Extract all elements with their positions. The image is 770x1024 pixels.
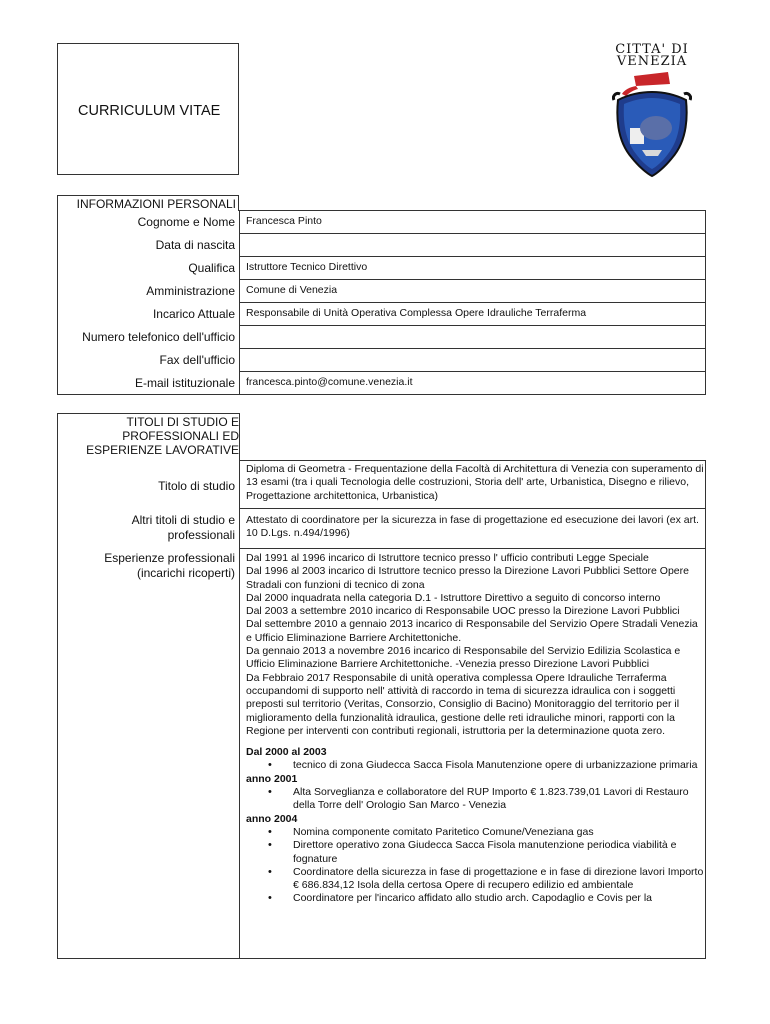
personal-info-table (57, 195, 706, 395)
value-cognome-nome: Francesca Pinto (246, 215, 322, 227)
list-item: • Direttore operativo zona Giudecca Sacca Fisola manutenzione periodica viabilità e fognature (246, 839, 704, 866)
label-titolo-studio: Titolo di studio (158, 479, 235, 493)
esp-paragraph: Dal 1996 al 2003 incarico di Istruttore tecnico presso la Direzione Lavori Pubblici Settore Opere Stradali con funzioni di tecnico di zona (246, 565, 689, 591)
logo-line2: VENEZIA (616, 54, 688, 69)
esp-paragraph: Dal settembre 2010 a gennaio 2013 incarico di Responsabile del Servizio Opere Stradali Venezia e Ufficio Eliminazione Barriere Architettoniche. (246, 618, 698, 644)
row-telefono (57, 326, 706, 349)
row-data-nascita (57, 234, 706, 257)
logo-line1: CITTA' DI (615, 42, 689, 57)
esp-paragraph: Da gennaio 2013 a novembre 2016 incarico di Responsabile del Servizio Edilizia Scolastica e Ufficio Eliminazione Barriere Architettoniche. -Venezia presso Direzione Lavori Pubblici (246, 645, 681, 671)
row-qualifica (57, 257, 706, 280)
label-fax: Fax dell'ufficio (159, 353, 235, 367)
titoli-title-line2: PROFESSIONALI ED (122, 429, 239, 443)
row-cognome-nome (57, 211, 706, 234)
esp-label-line1: Esperienze professionali (104, 551, 235, 565)
list-item: • Coordinatore della sicurezza in fase di progettazione e in fase di direzione lavori Importo € 686.834,12 Isola della certosa Opere di recupero edilizio ed ambientale (246, 866, 704, 893)
esp-paragraph: Da Febbraio 2017 Responsabile di unità operativa complessa Opere Idrauliche Terraferma occupandomi di supporto nell' attività di raccordo in tema di sicurezza idraulica con i soggetti preposti sul territorio (Veritas, Consorzio, Consiglio di Bacino) Monitoraggio del territorio per il miglioramento della funzionalità idraulica, gestione delle reti idrauliche minori, rapporti con la Regione per interventi con contributi regionali, istruttoria per la determinazione quota zero. (246, 671, 680, 737)
value-altri-titoli: Attestato di coordinatore per la sicurezza in fase di progettazione ed esecuzione dei lavori (ex art. 10 D.Lgs. n.494/1996) (246, 514, 699, 540)
venezia-coat-of-arms-icon (612, 70, 692, 178)
year-heading: Dal 2000 al 2003 (246, 746, 327, 759)
row-fax (57, 349, 706, 372)
list-item: • Nomina componente comitato Paritetico Comune/Veneziana gas (246, 826, 704, 839)
titoli-table (57, 413, 706, 959)
label-telefono: Numero telefonico dell'ufficio (82, 330, 235, 344)
value-esperienze (246, 552, 704, 906)
altri-label-line1: Altri titoli di studio e (131, 513, 235, 527)
value-incarico-attuale: Responsabile di Unità Operativa Complessa Opere Idrauliche Terraferma (246, 307, 587, 319)
row-amministrazione (57, 280, 706, 303)
label-qualifica: Qualifica (188, 261, 235, 275)
esp-paragraph: Dal 1991 al 1996 incarico di Istruttore tecnico presso l' ufficio contributi Legge Speciale (246, 552, 649, 564)
year-heading: anno 2004 (246, 812, 298, 825)
label-altri-titoli (132, 513, 235, 543)
value-titolo-studio: Diploma di Geometra - Frequentazione della Facoltà di Architettura di Venezia con superamento di 13 esami (tra i quali Tecnologia delle costruzioni, Storia dell' arte, Urbanistica, Disegno e rilievo, Progettazione architettonica, Urbanistica) (246, 463, 704, 502)
esp-paragraph: Dal 2000 inquadrata nella categoria D.1 - Istruttore Direttivo a seguito di concorso interno (246, 591, 661, 604)
year-heading: anno 2001 (246, 772, 298, 785)
personal-section-title: INFORMAZIONI PERSONALI (76, 197, 236, 211)
cv-title: CURRICULUM VITAE (78, 103, 221, 119)
label-esperienze (104, 551, 235, 581)
value-qualifica: Istruttore Tecnico Direttivo (246, 261, 368, 273)
label-email: E-mail istituzionale (134, 376, 235, 390)
label-data-nascita: Data di nascita (155, 238, 235, 252)
cv-title-box (57, 43, 239, 175)
personal-section-header (57, 195, 239, 211)
titoli-section-title (86, 415, 239, 457)
label-amministrazione: Amministrazione (146, 284, 235, 298)
value-amministrazione: Comune di Venezia (246, 284, 338, 296)
label-incarico-attuale: Incarico Attuale (152, 307, 235, 321)
value-email: francesca.pinto@comune.venezia.it (246, 376, 413, 388)
titoli-title-line1: TITOLI DI STUDIO E (126, 415, 239, 429)
list-item: • Alta Sorveglianza e collaboratore del RUP Importo € 1.823.739,01 Lavori di Restauro della Torre dell' Orologio San Marco - Venezia (246, 786, 704, 813)
esp-paragraph: Dal 2003 a settembre 2010 incarico di Responsabile UOC presso la Direzione Lavori Pubblici (246, 605, 680, 618)
row-email (57, 372, 706, 395)
city-logo-text (600, 44, 704, 68)
row-incarico-attuale (57, 303, 706, 326)
label-cognome-nome: Cognome e Nome (137, 215, 235, 229)
titoli-title-line3: ESPERIENZE LAVORATIVE (86, 443, 239, 457)
altri-label-line2: professionali (167, 528, 235, 542)
esp-label-line2: (incarichi ricoperti) (136, 566, 235, 580)
list-item: • Coordinatore per l'incarico affidato allo studio arch. Capodaglio e Covis per la (246, 892, 704, 905)
list-item: • tecnico di zona Giudecca Sacca Fisola Manutenzione opere di urbanizzazione primaria (246, 759, 704, 772)
